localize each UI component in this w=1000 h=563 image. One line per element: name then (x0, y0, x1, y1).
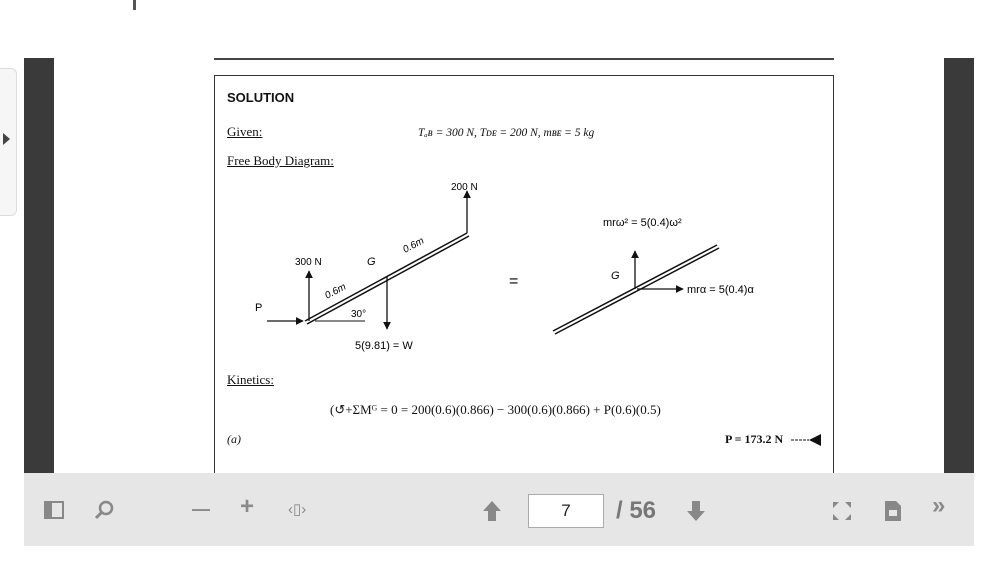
part-a-label: (a) (227, 432, 241, 446)
angle-label: 30° (351, 309, 367, 320)
page-total: / 56 (616, 497, 657, 524)
answer-text: P = 173.2 N (725, 432, 784, 446)
kin-normal-label: mrω² = 5(0.4)ω² (603, 217, 682, 229)
download-icon (884, 500, 902, 522)
fbd-label: Free Body Diagram: (227, 153, 334, 168)
sidebar-expand-tab[interactable] (0, 68, 17, 216)
fit-width-button[interactable]: ‹▯› (288, 501, 307, 518)
solution-box (214, 75, 834, 473)
given-label: Given: (227, 124, 263, 139)
center-g-label: G (367, 256, 376, 268)
zoom-in-button[interactable]: + (240, 493, 255, 520)
solution-heading: SOLUTION (227, 90, 295, 105)
page-number-input[interactable]: 7 (528, 494, 604, 528)
arrow-up-icon (482, 500, 502, 522)
more-tools-button[interactable]: » (932, 492, 946, 519)
expand-arrow-icon (3, 133, 10, 145)
kinetics-label: Kinetics: (227, 372, 274, 387)
top-divider-mark (133, 0, 136, 10)
previous-page-button[interactable] (482, 500, 502, 526)
search-button[interactable] (94, 500, 114, 524)
answer-result (725, 432, 823, 447)
answer-direction-arrow-icon (789, 434, 823, 446)
length-upper-label: 0.6m (401, 235, 427, 256)
weight-label: 5(9.81) = W (355, 340, 413, 352)
arrow-down-icon (686, 500, 706, 522)
kinetics-equation: (↺+ΣMᴳ = 0 = 200(0.6)(0.866) − 300(0.6)(0.866) + P(0.6)(0.5) (330, 402, 661, 417)
download-button[interactable] (884, 500, 902, 526)
zoom-out-button[interactable]: — (192, 499, 210, 519)
fullscreen-icon (832, 501, 852, 521)
previous-page-edge (214, 58, 834, 60)
force-top-label: 200 N (451, 182, 478, 193)
force-300-label: 300 N (295, 257, 322, 268)
next-page-button[interactable] (686, 500, 706, 526)
search-icon (94, 500, 114, 520)
length-lower-label: 0.6m (323, 281, 349, 302)
viewer-toolbar (24, 473, 974, 546)
sidebar-toggle-button[interactable] (44, 501, 64, 523)
document-page (54, 58, 944, 473)
kin-g-label: G (611, 270, 620, 282)
force-p-label: P (255, 302, 263, 314)
given-values: Tₐʙ = 300 N, Tᴅᴇ = 200 N, mʙᴇ = 5 kg (418, 127, 595, 139)
kin-tangent-label: mrα = 5(0.4)α (687, 284, 754, 296)
equals-sign: = (509, 273, 519, 290)
free-body-diagram (255, 181, 815, 366)
document-viewer[interactable] (24, 58, 974, 473)
fullscreen-button[interactable] (832, 501, 852, 525)
sidebar-icon (44, 501, 64, 519)
